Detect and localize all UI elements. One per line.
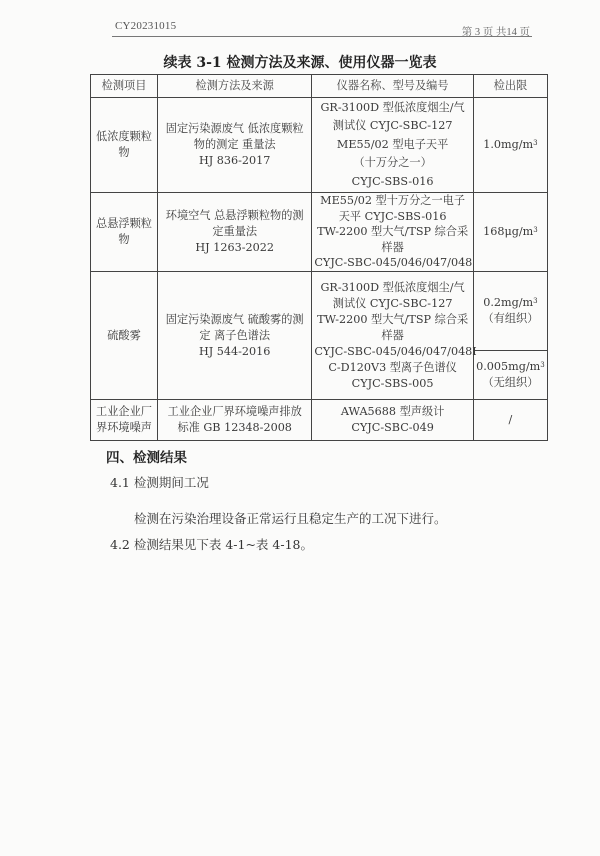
table-title: 续表 3-1 检测方法及来源、使用仪器一览表 <box>163 55 437 71</box>
cell-item: 总悬浮颗粒 物 <box>91 193 158 272</box>
page-info: 第 3 页 共14 页 <box>461 27 530 38</box>
column-header-method: 检测方法及来源 <box>158 75 312 98</box>
header-divider <box>112 36 532 37</box>
subsection-4-1-heading: 4.1 检测期间工况 <box>110 475 209 490</box>
cell-limit: / <box>473 400 547 441</box>
cell-limit-unorganized: $0.005mg/m^3$ （无组织） <box>473 351 547 400</box>
cell-instrument: AWA5688 型声级计 CYJC-SBC-049 <box>312 400 473 441</box>
cell-instrument: ME55/02 型十万分之一电子 天平 CYJC-SBS-016 TW-2200 型大气/TSP 综合采 样器 CYJC-SBC-045/046/047/048 <box>312 193 473 272</box>
column-header-instrument: 仪器名称、型号及编号 <box>312 75 473 98</box>
table-row <box>91 400 548 441</box>
subsection-4-1-text: 检测在污染治理设备正常运行且稳定生产的工况下进行。 <box>134 511 447 526</box>
cell-item: 硫酸雾 <box>91 272 158 400</box>
cell-item: 工业企业厂 界环境噪声 <box>91 400 158 441</box>
cell-method: 固定污染源废气 硫酸雾的测 定 离子色谱法 HJ 544-2016 <box>158 272 312 400</box>
column-header-limit: 检出限 <box>473 75 547 98</box>
cell-instrument: GR-3100D 型低浓度烟尘/气 测试仪 CYJC-SBC-127 TW-2200 型大气/TSP 综合采 样器 CYJC-SBC-045/046/047/048I C-D120V3 型离子色谱仪 CYJC-SBS-005 <box>312 272 473 400</box>
cell-item: 低浓度颗粒 物 <box>91 98 158 193</box>
methods-table <box>90 74 548 441</box>
table-header-row <box>91 75 548 98</box>
table-row <box>91 272 548 351</box>
cell-method: 固定污染源废气 低浓度颗粒 物的测定 重量法 HJ 836-2017 <box>158 98 312 193</box>
cell-limit-organized: $0.2mg/m^3$ （有组织） <box>473 272 547 351</box>
report-id: CY20231015 <box>115 20 177 32</box>
cell-limit: $1.0mg/m^3$ <box>473 98 547 193</box>
cell-limit: $168\mu g/m^3$ <box>473 193 547 272</box>
cell-method: 工业企业厂界环境噪声排放 标准 GB 12348-2008 <box>158 400 312 441</box>
section-heading: 四、检测结果 <box>106 450 187 466</box>
table-row <box>91 98 548 193</box>
subsection-4-2-heading: 4.2 检测结果见下表 4-1~表 4-18。 <box>110 537 313 552</box>
cell-instrument: GR-3100D 型低浓度烟尘/气 测试仪 CYJC-SBC-127 ME55/02 型电子天平 （十万分之一） CYJC-SBS-016 <box>312 98 473 193</box>
table-row <box>91 193 548 272</box>
column-header-item: 检测项目 <box>91 75 158 98</box>
cell-method: 环境空气 总悬浮颗粒物的测 定重量法 HJ 1263-2022 <box>158 193 312 272</box>
